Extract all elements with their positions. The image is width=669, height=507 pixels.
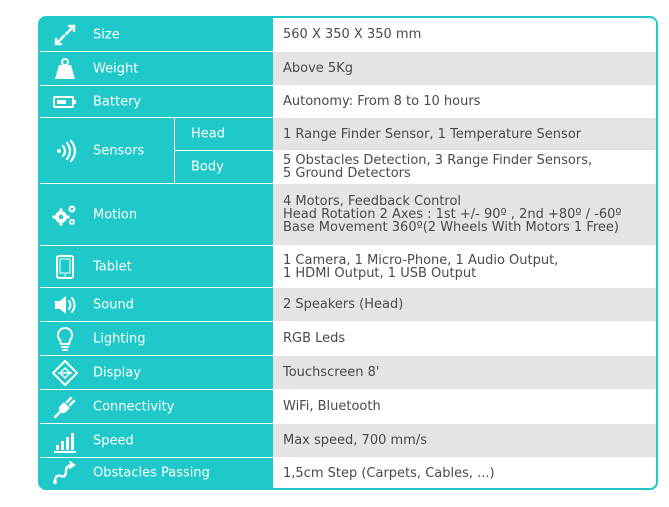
spec-value: Autonomy: From 8 to 10 hours xyxy=(273,86,656,118)
spec-row-sound xyxy=(40,288,656,322)
spec-row-battery xyxy=(40,86,656,118)
display-icon xyxy=(50,359,80,387)
lightbulb-icon xyxy=(50,325,80,353)
spec-value: WiFi, Bluetooth xyxy=(273,390,656,424)
spec-value: Max speed, 700 mm/s xyxy=(273,424,656,458)
spec-label: Sensors xyxy=(93,143,145,158)
spec-label: Sound xyxy=(93,297,134,312)
spec-row-display xyxy=(40,356,656,390)
gears-icon xyxy=(50,201,80,229)
spec-label: Tablet xyxy=(93,259,132,274)
spec-value: RGB Leds xyxy=(273,322,656,356)
sensor-sub-head: Head xyxy=(174,118,273,151)
spec-row-motion xyxy=(40,184,656,246)
spec-row-speed xyxy=(40,424,656,458)
spec-value: Touchscreen 8' xyxy=(273,356,656,390)
spec-label: Connectivity xyxy=(93,399,175,414)
spec-value: Above 5Kg xyxy=(273,52,656,86)
spec-label: Speed xyxy=(93,433,134,448)
spec-value-head: 1 Range Finder Sensor, 1 Temperature Sensor xyxy=(273,118,656,151)
resize-arrows-icon xyxy=(50,21,80,49)
spec-label: Obstacles Passing xyxy=(93,465,210,481)
spec-value: 4 Motors, Feedback Control Head Rotation 2 Axes : 1st +/- 90º , 2nd +80º / -60º Base Movement 360º(2 Wheels With Motors 1 Free) xyxy=(273,184,656,246)
spec-label: Lighting xyxy=(93,331,146,346)
spec-label: Display xyxy=(93,365,141,380)
obstacle-path-icon xyxy=(50,459,80,487)
spec-value: 560 X 350 X 350 mm xyxy=(273,18,656,52)
spec-value: 1 Camera, 1 Micro-Phone, 1 Audio Output, 1 HDMI Output, 1 USB Output xyxy=(273,246,656,288)
spec-value-body: 5 Obstacles Detection, 3 Range Finder Sensors, 5 Ground Detectors xyxy=(273,151,656,184)
spec-row-size xyxy=(40,18,656,52)
speaker-icon xyxy=(50,291,80,319)
spec-value: 2 Speakers (Head) xyxy=(273,288,656,322)
spec-table xyxy=(38,16,658,490)
plug-icon xyxy=(50,393,80,421)
tablet-icon xyxy=(50,253,80,281)
spec-row-sensors xyxy=(40,118,656,184)
spec-value: 1,5cm Step (Carpets, Cables, ...) xyxy=(273,458,656,488)
spec-label: Battery xyxy=(93,94,142,109)
sensor-waves-icon xyxy=(50,137,80,165)
spec-label: Weight xyxy=(93,61,139,76)
speed-bars-icon xyxy=(50,427,80,455)
spec-row-tablet xyxy=(40,246,656,288)
sensor-sub-body: Body xyxy=(174,151,273,184)
spec-row-lighting xyxy=(40,322,656,356)
spec-label: Size xyxy=(93,27,120,42)
weight-icon xyxy=(50,55,80,83)
spec-label: Motion xyxy=(93,207,138,222)
spec-row-weight xyxy=(40,52,656,86)
battery-icon xyxy=(50,88,80,116)
spec-row-connectivity xyxy=(40,390,656,424)
spec-row-obstacles xyxy=(40,458,656,488)
